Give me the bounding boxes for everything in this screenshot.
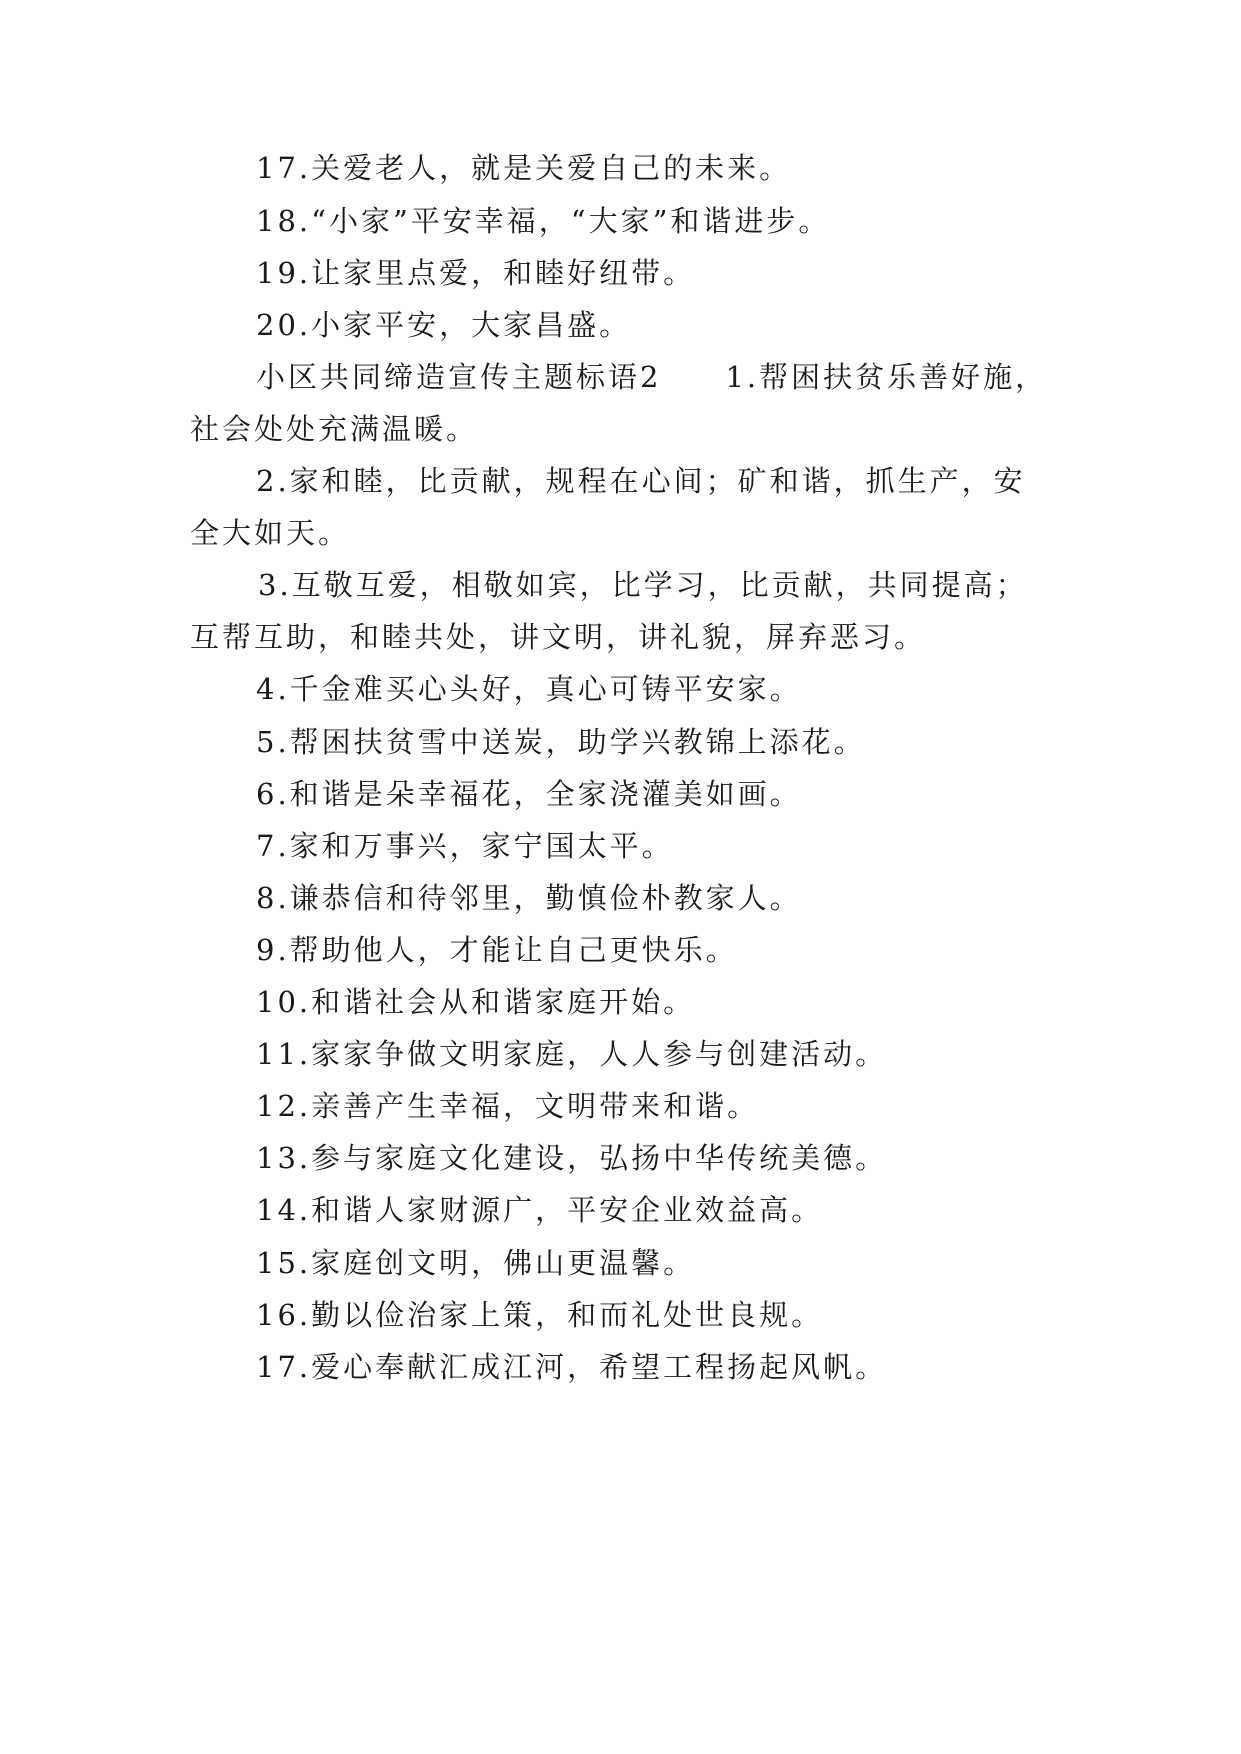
slogan-line: 5.帮困扶贫雪中送炭，助学兴教锦上添花。 bbox=[256, 725, 866, 759]
slogan-line: 20.小家平安，大家昌盛。 bbox=[256, 308, 632, 342]
slogan-continuation: 互帮互助，和睦共处，讲文明，讲礼貌，屏弃恶习。 bbox=[190, 620, 927, 654]
slogan-line: 17.关爱老人，就是关爱自己的未来。 bbox=[256, 151, 792, 185]
slogan-continuation: 全大如天。 bbox=[190, 516, 351, 550]
slogan-line: 9.帮助他人，才能让自己更快乐。 bbox=[256, 933, 738, 967]
slogan-line: 18.“小家”平安幸福，“大家”和谐进步。 bbox=[256, 204, 831, 238]
slogan-line: 11.家家争做文明家庭，人人参与创建活动。 bbox=[256, 1037, 888, 1071]
slogan-line: 4.千金难买心头好，真心可铸平安家。 bbox=[256, 672, 802, 706]
slogan-continuation: 社会处处充满温暖。 bbox=[190, 412, 479, 446]
slogan-line: 7.家和万事兴，家宁国太平。 bbox=[256, 829, 674, 863]
slogan-line: 6.和谐是朵幸福花，全家浇灌美如画。 bbox=[256, 777, 802, 811]
section-heading-line: 小区共同缔造宣传主题标语2 1.帮困扶贫乐善好施， bbox=[256, 360, 1048, 394]
slogan-line: 10.和谐社会从和谐家庭开始。 bbox=[256, 985, 696, 1019]
slogan-line: 8.谦恭信和待邻里，勤慎俭朴教家人。 bbox=[256, 881, 802, 915]
slogan-line: 3.互敬互爱，相敬如宾，比学习，比贡献，共同提高； bbox=[258, 568, 1028, 602]
slogan-line: 19.让家里点爱，和睦好纽带。 bbox=[256, 256, 696, 290]
slogan-line: 17.爱心奉献汇成江河，希望工程扬起风帆。 bbox=[256, 1350, 888, 1384]
slogan-line: 14.和谐人家财源广，平安企业效益高。 bbox=[256, 1193, 824, 1227]
slogan-line: 15.家庭创文明，佛山更温馨。 bbox=[256, 1246, 696, 1280]
slogan-line: 12.亲善产生幸福，文明带来和谐。 bbox=[256, 1089, 760, 1123]
slogan-line: 2.家和睦，比贡献，规程在心间；矿和谐，抓生产，安 bbox=[256, 464, 1026, 498]
slogan-line: 16.勤以俭治家上策，和而礼处世良规。 bbox=[256, 1298, 824, 1332]
slogan-line: 13.参与家庭文化建设，弘扬中华传统美德。 bbox=[256, 1141, 888, 1175]
